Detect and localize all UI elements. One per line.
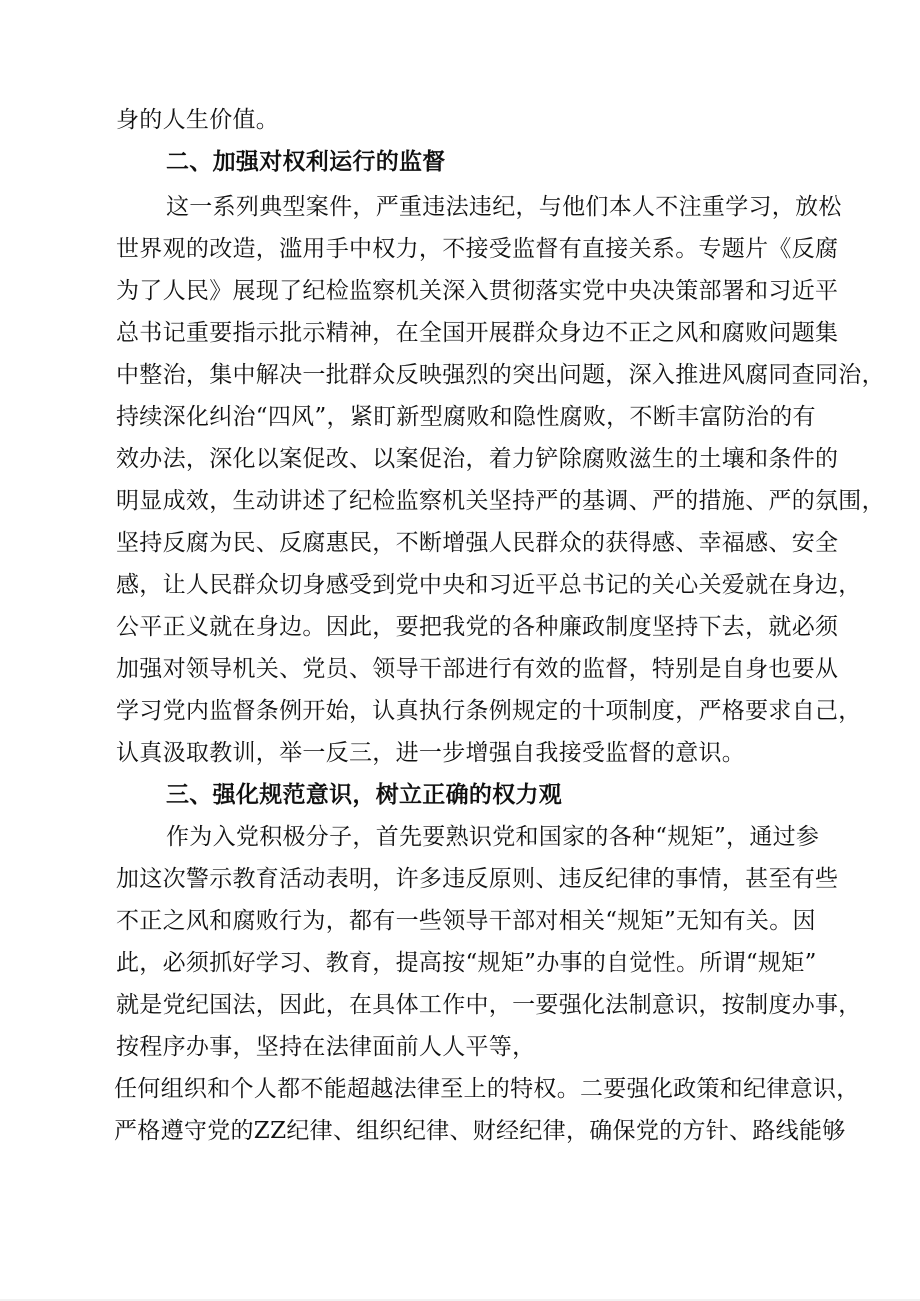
paragraph-line: 就是党纪国法，因此，在具体工作中，一要强化法制意识，按制度办事，	[116, 992, 862, 1018]
paragraph-line: 感，让人民群众切身感受到党中央和习近平总书记的关心关爱就在身边，	[116, 572, 862, 598]
paragraph-line: 作为入党积极分子，首先要熟识党和国家的各种“规矩”，通过参	[166, 824, 820, 850]
paragraph-line: 身的人生价值。	[116, 107, 280, 133]
paragraph-line: 明显成效，生动讲述了纪检监察机关坚持严的基调、严的措施、严的氛围，	[116, 488, 885, 514]
section-heading: 二、加强对权利运行的监督	[166, 148, 446, 175]
paragraph-line: 中整治，集中解决一批群众反映强烈的突出问题，深入推进风腐同查同治，	[116, 362, 885, 388]
paragraph-line: 为了人民》展现了纪检监察机关深入贯彻落实党中央决策部署和习近平	[116, 278, 839, 304]
paragraph-line: 按程序办事，坚持在法律面前人人平等，	[116, 1034, 536, 1060]
paragraph-line: 坚持反腐为民、反腐惠民，不断增强人民群众的获得感、幸福感、安全	[116, 530, 839, 556]
paragraph-line: 效办法，深化以案促改、以案促治，着力铲除腐败滋生的土壤和条件的	[116, 446, 839, 472]
section-heading: 三、强化规范意识，树立正确的权力观	[166, 781, 563, 808]
paragraph-line: 公平正义就在身边。因此，要把我党的各种廉政制度坚持下去，就必须	[116, 614, 839, 640]
paragraph-line: 世界观的改造，滥用手中权力，不接受监督有直接关系。专题片《反腐	[116, 236, 839, 262]
paragraph-line: 学习党内监督条例开始，认真执行条例规定的十项制度，严格要求自己，	[116, 698, 862, 724]
paragraph-line: 加强对领导机关、党员、领导干部进行有效的监督，特别是自身也要从	[116, 656, 839, 682]
paragraph-line: 加这次警示教育活动表明，许多违反原则、违反纪律的事情，甚至有些	[116, 866, 839, 892]
paragraph-line: 不正之风和腐败行为，都有一些领导干部对相关“规矩”无知有关。因	[116, 908, 816, 934]
paragraph-line: 认真汲取教训，举一反三，进一步增强自我接受监督的意识。	[116, 740, 746, 766]
paragraph-line: 任何组织和个人都不能超越法律至上的特权。二要强化政策和纪律意识，	[114, 1076, 860, 1102]
paragraph-line: 这一系列典型案件，严重违法违纪，与他们本人不注重学习，放松	[166, 194, 842, 220]
paragraph-line: 此，必须抓好学习、教育，提高按“规矩”办事的自觉性。所谓“规矩”	[116, 950, 817, 976]
paragraph-line: 严格遵守党的ZZ纪律、组织纪律、财经纪律，确保党的方针、路线能够	[114, 1118, 846, 1144]
paragraph-line: 总书记重要指示批示精神，在全国开展群众身边不正之风和腐败问题集	[116, 320, 839, 346]
paragraph-line: 持续深化纠治“四风”，紧盯新型腐败和隐性腐败，不断丰富防治的有	[116, 404, 816, 430]
